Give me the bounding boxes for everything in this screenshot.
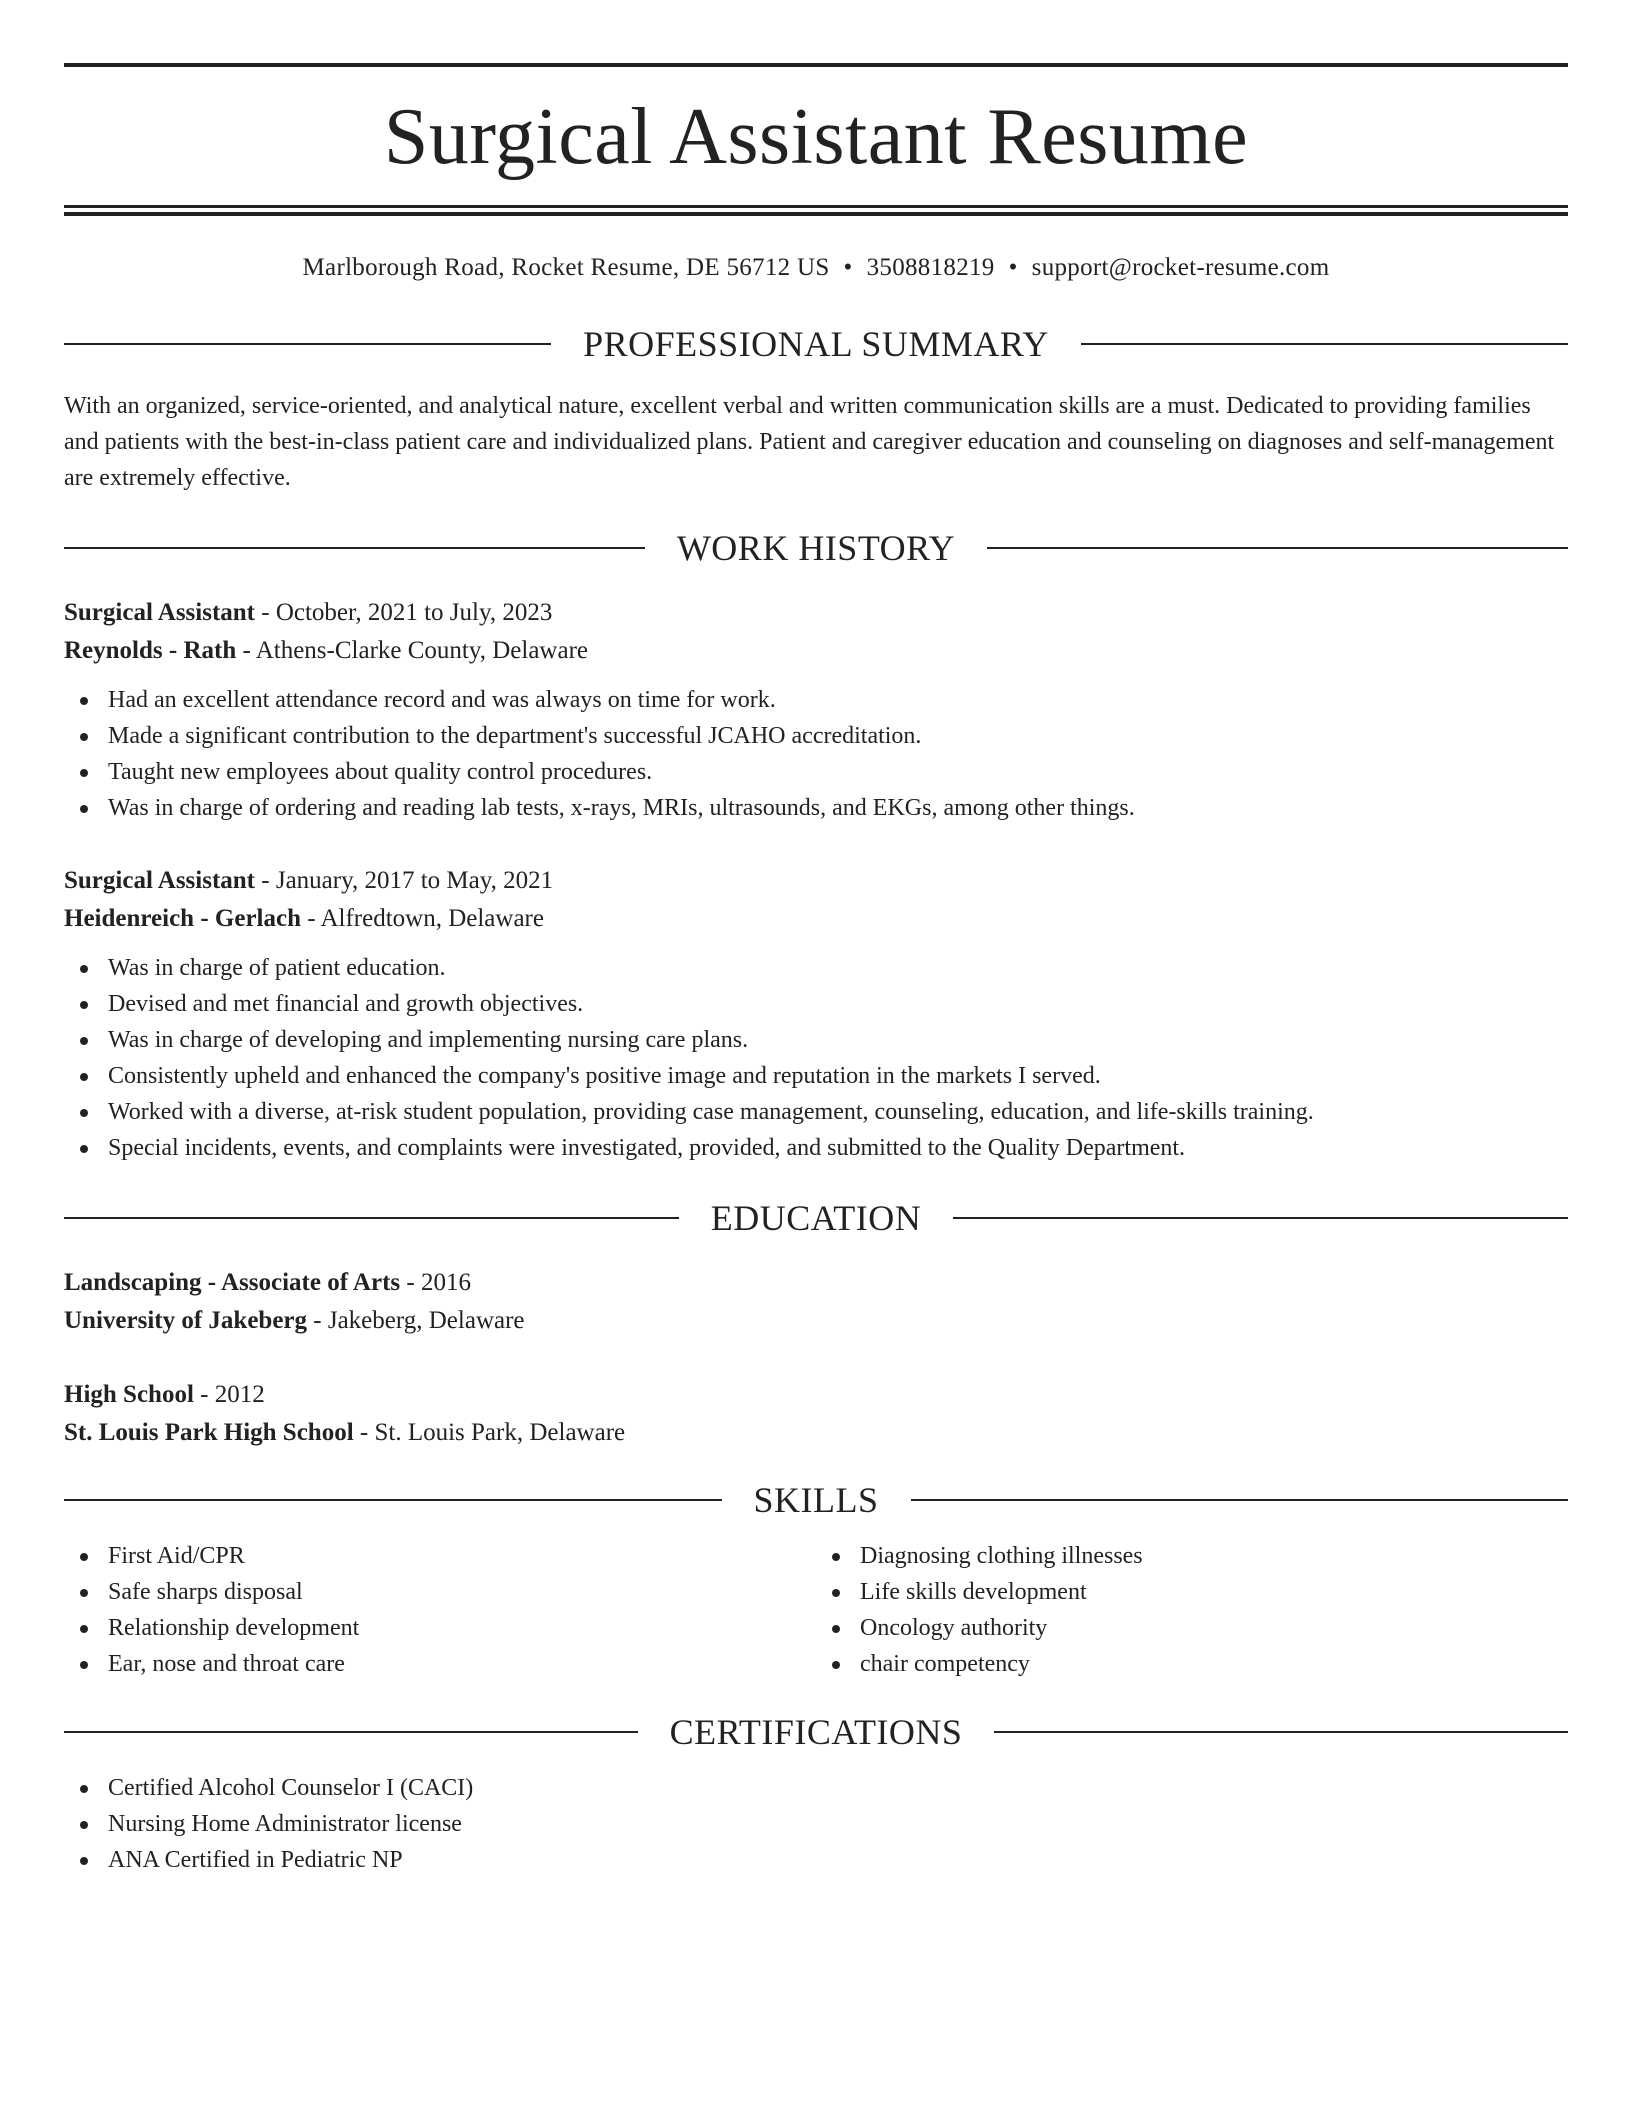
list-item: Made a significant contribution to the department's successful JCAHO accreditation. bbox=[64, 718, 1568, 754]
list-item: Life skills development bbox=[816, 1574, 1568, 1610]
work-company-line bbox=[64, 632, 1568, 670]
section-rule bbox=[1081, 343, 1568, 345]
header-double-rule bbox=[64, 205, 1568, 216]
certifications-list bbox=[64, 1770, 1568, 1878]
education-degree: Landscaping - Associate of Arts bbox=[64, 1269, 401, 1296]
section-title: PROFESSIONAL SUMMARY bbox=[583, 324, 1049, 364]
work-bullets bbox=[64, 950, 1568, 1166]
section-header-summary bbox=[64, 322, 1568, 366]
education-school: St. Louis Park High School bbox=[64, 1419, 354, 1446]
contact-phone: 3508818219 bbox=[866, 254, 995, 281]
work-entry bbox=[64, 594, 1568, 826]
list-item: Devised and met financial and growth objectives. bbox=[64, 986, 1568, 1022]
section-rule bbox=[64, 547, 645, 549]
education-degree-line bbox=[64, 1376, 1568, 1414]
section-rule bbox=[994, 1731, 1568, 1733]
education-school-line bbox=[64, 1302, 1568, 1340]
education-entry bbox=[64, 1376, 1568, 1452]
list-item: Oncology authority bbox=[816, 1610, 1568, 1646]
section-title: EDUCATION bbox=[710, 1198, 922, 1238]
list-item: Was in charge of patient education. bbox=[64, 950, 1568, 986]
list-item: Special incidents, events, and complaints were investigated, provided, and submitted to the Quality Department. bbox=[64, 1130, 1568, 1166]
work-role: Surgical Assistant bbox=[64, 867, 256, 894]
contact-address: Marlborough Road, Rocket Resume, DE 56712 US bbox=[302, 254, 830, 281]
section-header-skills bbox=[64, 1478, 1568, 1522]
education-location: - Jakeberg, Delaware bbox=[307, 1307, 525, 1334]
education-school: University of Jakeberg bbox=[64, 1307, 308, 1334]
education-degree-line bbox=[64, 1264, 1568, 1302]
summary-paragraph: With an organized, service-oriented, and analytical nature, excellent verbal and written communication skills are a must. Dedicated to providing families and patients with the best-in-class patient care and individualized plans. Patient and caregiver education and counseling on diagnoses and self-management are extremely effective. bbox=[64, 393, 1555, 491]
work-role-line bbox=[64, 862, 1568, 900]
education-entry bbox=[64, 1264, 1568, 1340]
education-location: - St. Louis Park, Delaware bbox=[353, 1419, 626, 1446]
education-school-line bbox=[64, 1414, 1568, 1452]
work-role-line bbox=[64, 594, 1568, 632]
resume-title: Surgical Assistant Resume bbox=[383, 93, 1249, 181]
list-item: Worked with a diverse, at-risk student population, providing case management, counseling, education, and life-skills training. bbox=[64, 1094, 1568, 1130]
list-item: Certified Alcohol Counselor I (CACI) bbox=[64, 1770, 1568, 1806]
work-company: Heidenreich - Gerlach bbox=[64, 905, 301, 932]
work-location: - Athens-Clarke County, Delaware bbox=[236, 637, 588, 664]
section-rule bbox=[987, 547, 1568, 549]
work-company: Reynolds - Rath bbox=[64, 637, 237, 664]
list-item: ANA Certified in Pediatric NP bbox=[64, 1842, 1568, 1878]
education-degree: High School bbox=[64, 1381, 194, 1408]
education-year: - 2016 bbox=[400, 1269, 471, 1296]
work-location: - Alfredtown, Delaware bbox=[301, 905, 544, 932]
section-title: CERTIFICATIONS bbox=[669, 1712, 963, 1752]
work-entry bbox=[64, 862, 1568, 1166]
section-header-education bbox=[64, 1196, 1568, 1240]
section-title: SKILLS bbox=[753, 1480, 879, 1520]
section-title: WORK HISTORY bbox=[676, 528, 956, 568]
section-rule bbox=[64, 343, 551, 345]
list-item: Safe sharps disposal bbox=[64, 1574, 816, 1610]
list-item: Ear, nose and throat care bbox=[64, 1646, 816, 1682]
section-rule bbox=[64, 1499, 722, 1501]
list-item: Nursing Home Administrator license bbox=[64, 1806, 1568, 1842]
work-role: Surgical Assistant bbox=[64, 599, 256, 626]
list-item: Had an excellent attendance record and was always on time for work. bbox=[64, 682, 1568, 718]
work-bullets bbox=[64, 682, 1568, 826]
section-rule bbox=[64, 1217, 679, 1219]
contact-line bbox=[64, 252, 1568, 284]
contact-email: support@rocket-resume.com bbox=[1031, 254, 1330, 281]
list-item: chair competency bbox=[816, 1646, 1568, 1682]
list-item: First Aid/CPR bbox=[64, 1538, 816, 1574]
section-header-certifications bbox=[64, 1710, 1568, 1754]
list-item: Diagnosing clothing illnesses bbox=[816, 1538, 1568, 1574]
list-item: Was in charge of developing and implementing nursing care plans. bbox=[64, 1022, 1568, 1058]
section-rule bbox=[953, 1217, 1568, 1219]
skills-grid bbox=[64, 1538, 1568, 1682]
section-rule bbox=[911, 1499, 1569, 1501]
education-year: - 2012 bbox=[193, 1381, 265, 1408]
list-item: Taught new employees about quality control procedures. bbox=[64, 754, 1568, 790]
list-item: Consistently upheld and enhanced the company's positive image and reputation in the markets I served. bbox=[64, 1058, 1568, 1094]
skills-column-left bbox=[64, 1538, 816, 1682]
list-item: Was in charge of ordering and reading lab tests, x-rays, MRIs, ultrasounds, and EKGs, among other things. bbox=[64, 790, 1568, 826]
section-header-work bbox=[64, 526, 1568, 570]
resume-page bbox=[64, 0, 1568, 1878]
work-dates: - October, 2021 to July, 2023 bbox=[255, 599, 553, 626]
section-rule bbox=[64, 1731, 638, 1733]
skills-column-right bbox=[816, 1538, 1568, 1682]
contact-separator: • bbox=[1008, 254, 1018, 281]
contact-separator: • bbox=[843, 254, 853, 281]
header-top-rule bbox=[64, 63, 1568, 67]
work-dates: - January, 2017 to May, 2021 bbox=[255, 867, 554, 894]
list-item: Relationship development bbox=[64, 1610, 816, 1646]
work-company-line bbox=[64, 900, 1568, 938]
